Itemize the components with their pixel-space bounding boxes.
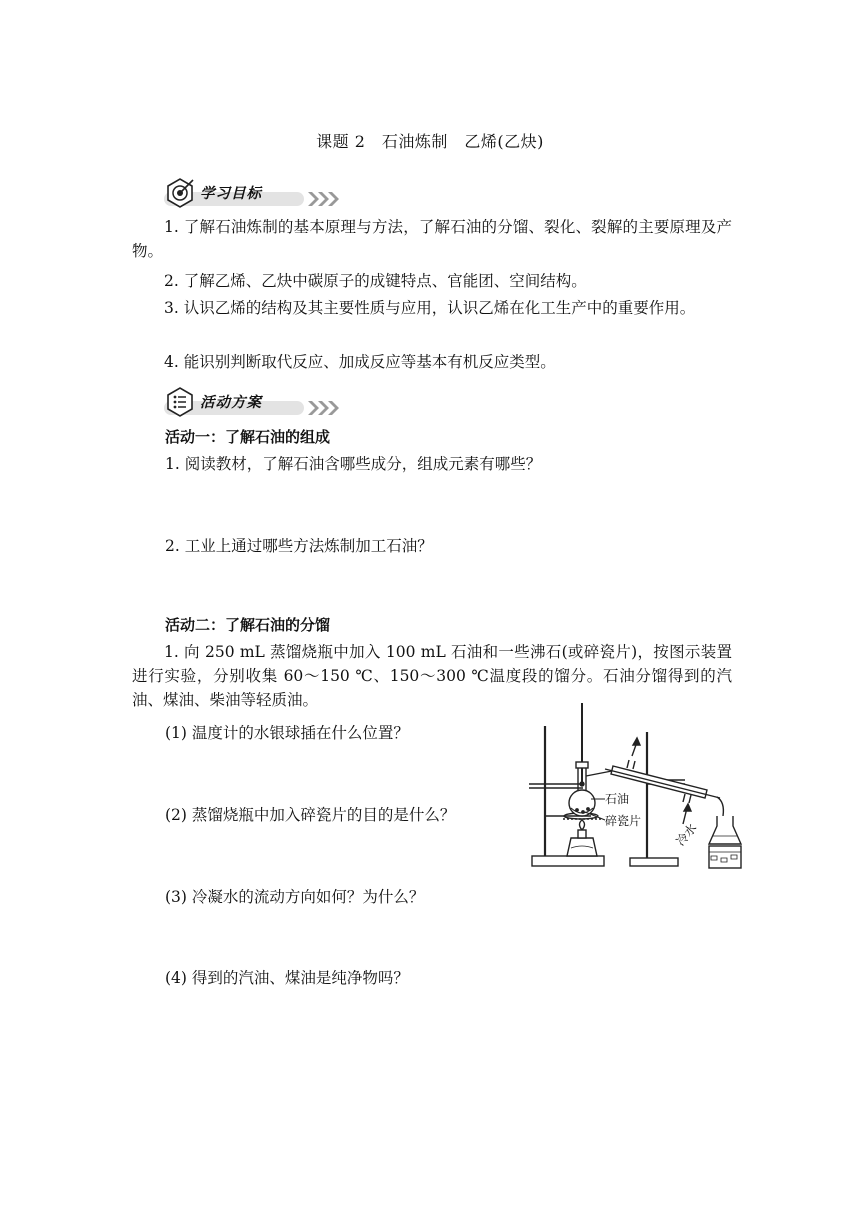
section-banner-goals <box>160 176 340 210</box>
label-oil: 石油 <box>605 792 630 806</box>
activity1-question-1: 1. 阅读教材，了解石油含哪些成分，组成元素有哪些？ <box>165 455 542 473</box>
goal-item-4: 4. 能识别判断取代反应、加成反应等基本有机反应类型。 <box>164 353 556 371</box>
activity2-question-2: (2) 蒸馏烧瓶中加入碎瓷片的目的是什么？ <box>165 806 456 824</box>
distillation-apparatus-figure <box>525 698 750 876</box>
activity2-title: 活动二：了解石油的分馏 <box>165 616 331 634</box>
page-title: 课题 2 石油炼制 乙烯(乙炔) <box>316 132 544 151</box>
activity2-question-4: (4) 得到的汽油、煤油是纯净物吗？ <box>165 969 409 987</box>
goal-item-3: 3. 认识乙烯的结构及其主要性质与应用，认识乙烯在化工生产中的重要作用。 <box>164 299 696 317</box>
section-heading-activities: 活动方案 <box>200 395 262 411</box>
section-banner-activities <box>160 385 340 419</box>
goal-item-2: 2. 了解乙烯、乙炔中碳原子的成键特点、官能团、空间结构。 <box>164 272 587 290</box>
label-cold-water: 冷水 <box>673 820 700 849</box>
label-porcelain-chips: 碎瓷片 <box>605 814 642 828</box>
goal-item-1: 1. 了解石油炼制的基本原理与方法，了解石油的分馏、裂化、裂解的主要原理及产物。 <box>132 218 732 260</box>
section-heading-goals: 学习目标 <box>200 186 262 202</box>
activity2-intro: 1. 向 250 mL 蒸馏烧瓶中加入 100 mL 石油和一些沸石(或碎瓷片)，按图示装置进行实验，分别收集 60～150 ℃、150～300 ℃温度段的馏分。石油分馏得到的汽油、煤油、柴油等轻质油。 <box>132 643 732 709</box>
activity2-question-3: (3) 冷凝水的流动方向如何？为什么？ <box>165 888 425 906</box>
activity1-question-2: 2. 工业上通过哪些方法炼制加工石油？ <box>165 537 433 555</box>
activity1-title: 活动一：了解石油的组成 <box>165 428 331 446</box>
activity2-question-1: (1) 温度计的水银球插在什么位置？ <box>165 724 409 742</box>
